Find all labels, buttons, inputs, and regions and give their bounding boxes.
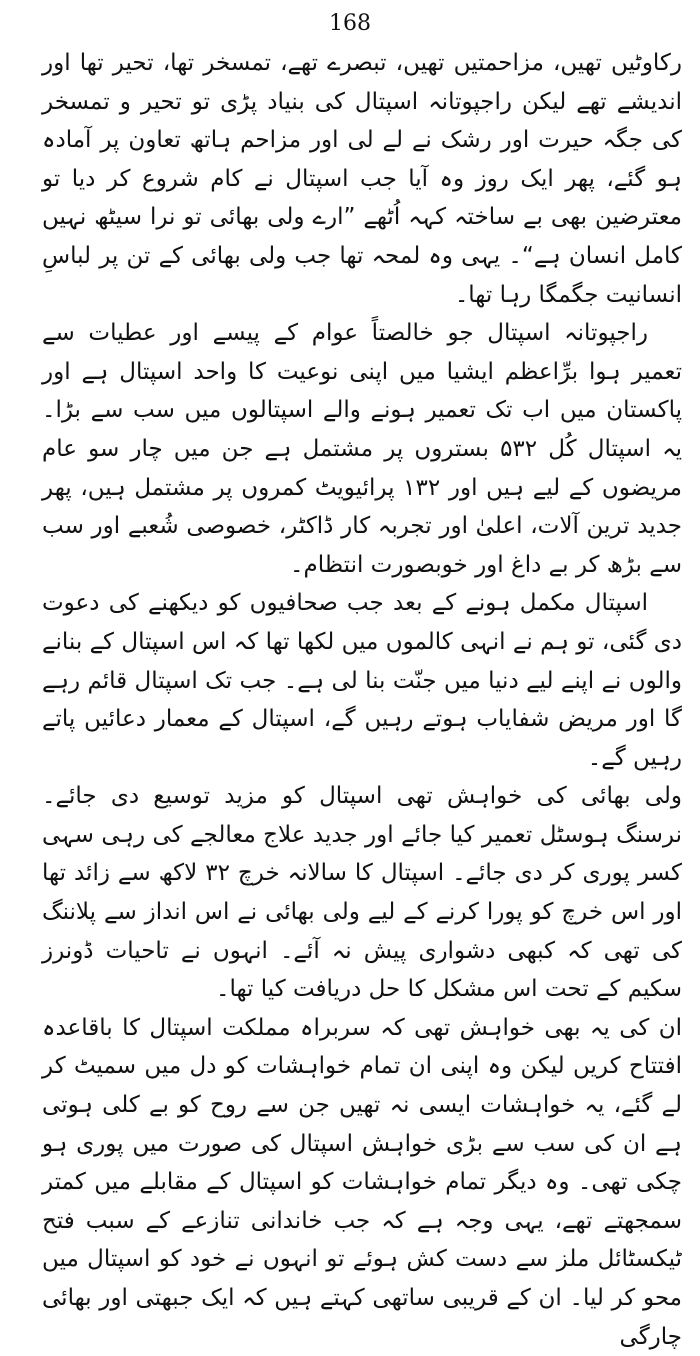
page-number: 168 [329, 11, 371, 36]
paragraph-2: راجپوتانہ اسپتال جو خالصتاً عوام کے پیسے اور عطیات سے تعمیر ہوا برِّاعظم ایشیا میں اپنی نوعیت کا واحد اسپتال ہے اور پاکستان میں اب تک تعمیر ہونے والے اسپتالوں میں سب سے بڑا۔ یہ اسپتال کُل ۵۳۲ بستروں پر مشتمل ہے جن میں چار سو عام مریضوں کے لیے ہیں اور ۱۳۲ پرائیویٹ کمروں پر مشتمل ہیں، پھر جدید ترین آلات، اعلیٰ اور تجربہ کار ڈاکٹر، خصوصی شُعبے اور سب سے بڑھ کر بے داغ اور خوبصورت انتظام۔ [42, 320, 682, 578]
paragraph-3: اسپتال مکمل ہونے کے بعد جب صحافیوں کو دیکھنے کی دعوت دی گئی، تو ہم نے انہی کالموں میں لکھا تھا کہ اس اسپتال کے بنانے والوں نے اپنے لیے دنیا میں جنّت بنا لی ہے۔ جب تک اسپتال قائم رہے گا اور مریض شفایاب ہوتے رہیں گے، اسپتال کے معمار دعائیں پاتے رہیں گے۔ [42, 590, 682, 771]
paragraph-4: ولی بھائی کی خواہش تھی اسپتال کو مزید توسیع دی جائے۔ نرسنگ ہوسٹل تعمیر کیا جائے اور جدید علاج معالجے کی رہی سہی کسر پوری کر دی جائے۔ اسپتال کا سالانہ خرچ ۳۲ لاکھ سے زائد تھا اور اس خرچ کو پورا کرنے کے لیے ولی بھائی نے اس انداز سے پلاننگ کی تھی کہ کبھی دشواری پیش نہ آئے۔ انہوں نے تاحیات ڈونرز سکیم کے تحت اس مشکل کا حل دریافت کیا تھا۔ [42, 783, 682, 1003]
paragraph-1: رکاوٹیں تھیں، مزاحمتیں تھیں، تبصرے تھے، تمسخر تھا، تحیر تھا اور اندیشے تھے لیکن راجپوتانہ اسپتال کی بنیاد پڑی تو تحیر و تمسخر کی جگہ حیرت اور رشک نے لے لی اور مزاحم ہاتھ تعاون پر آمادہ ہو گئے، پھر ایک روز وہ آیا جب اسپتال نے کام شروع کر دیا تو معترضین بھی بے ساختہ کہہ اُٹھے ”ارے ولی بھائی تو نرا سیٹھ نہیں کامل انسان ہے“۔ یہی وہ لمحہ تھا جب ولی بھائی کے تن پر لباسِ انسانیت جگمگا رہا تھا۔ [42, 50, 682, 308]
paragraph-5: ان کی یہ بھی خواہش تھی کہ سربراہ مملکت اسپتال کا باقاعدہ افتتاح کریں لیکن وہ اپنی ان تمام خواہشات کو دل میں سمیٹ کر لے گئے، یہ خواہشات ایسی نہ تھیں جن سے روح کو بے کلی ہوتی ہے ان کی سب سے بڑی خواہش اسپتال کی صورت میں پوری ہو چکی تھی۔ وہ دیگر تمام خواہشات کو اسپتال کے مقابلے میں کمتر سمجھتے تھے، یہی وجہ ہے کہ جب خاندانی تنازعے کے سبب فتح ٹیکسٹائل ملز سے دست کش ہوئے تو انہوں نے خود کو اسپتال میں محو کر لیا۔ ان کے قریبی ساتھی کہتے ہیں کہ ایک جبھتی اور بھائی چارگی [42, 1014, 682, 1350]
page-body [42, 44, 682, 1356]
